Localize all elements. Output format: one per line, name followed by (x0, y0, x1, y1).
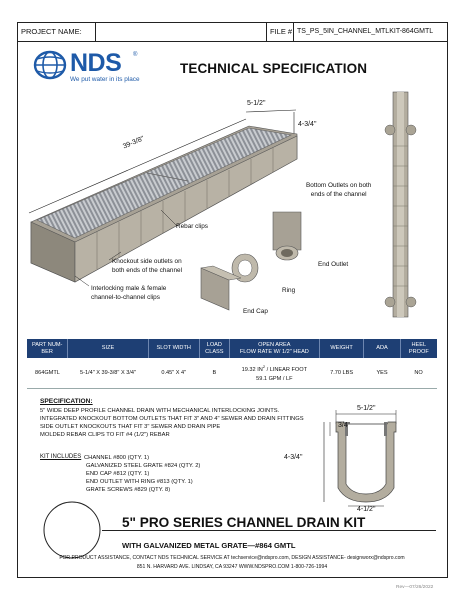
list-item: GALVANIZED STEEL GRATE #824 (QTY. 2) (86, 463, 201, 469)
width-dimension: 5-1/2" (247, 100, 266, 107)
header-open-area: OPEN AREA FLOW RATE W/ 1/2" HEAD (229, 339, 319, 358)
ring-callout: Ring (282, 287, 296, 294)
header-slot-width: SLOT WIDTH (148, 339, 199, 358)
section-height: 4-3/4" (284, 454, 303, 461)
product-circle (42, 500, 102, 560)
channel-drawing (17, 86, 448, 331)
bottom-outlets-callout: Bottom Outlets on both ends of the channel (306, 182, 372, 198)
header-heel-proof: HEEL PROOF (400, 339, 437, 358)
width-dimension-line (246, 110, 296, 112)
cell-heel: NO (400, 358, 437, 389)
channel-top-view (385, 92, 416, 317)
revision-date: Rev—07/26/2022 (396, 585, 434, 590)
cell-slot: 0.45" X 4" (148, 358, 199, 389)
nds-logo (33, 50, 153, 90)
length-dimension: 39-3/8" (122, 135, 146, 151)
cross-section-drawing (300, 400, 440, 518)
header-weight: WEIGHT (319, 339, 364, 358)
title-divider (102, 530, 436, 531)
section-top-width: 5-1/2" (357, 405, 376, 412)
page-title: TECHNICAL SPECIFICATION (180, 61, 368, 76)
height-dimension: 4-3/4" (298, 121, 317, 128)
product-title: 5" PRO SERIES CHANNEL DRAIN KIT (122, 515, 366, 530)
interlock-callout: Interlocking male & female channel-to-channel clips (91, 285, 167, 301)
header-divider (293, 22, 294, 41)
specification-body: 5" WIDE DEEP PROFILE CHANNEL DRAIN WITH MECHANICAL INTERLOCKING JOINTS. INTEGRATED KNOCKOUT BOTTOM OUTLETS THAT FIT 3" AND 4" SEWER AND DRAIN FITTINGS SIDE OUTLET KNOCKOUTS THAT FIT 3" SEWER AND DRAIN PIPE MOLDED REBAR CLIPS TO FIT #4 (1/2") REBAR (40, 408, 304, 438)
cell-load: B (199, 358, 229, 389)
product-subtitle: WITH GALVANIZED METAL GRATE—#864 GMTL (122, 541, 296, 550)
table-row (27, 358, 437, 389)
list-item: CHANNEL #800 (QTY. 1) (84, 455, 150, 461)
footer-contact: FOR PRODUCT ASSISTANCE, CONTACT NDS TECHNICAL SERVICE AT techservice@ndspro.com, DESIGN ASSISTANCE- designworx@ndspro.com (59, 555, 405, 561)
end-outlet-callout: End Outlet (318, 261, 349, 268)
cell-ada: YES (364, 358, 400, 389)
header-load-class: LOAD CLASS (199, 339, 229, 358)
cell-weight: 7.70 LBS (319, 358, 364, 389)
cell-open-area: 19.32 $IN^2$ / LINEAR FOOT 59.1 GPM / LF (229, 358, 319, 389)
rebar-clips-callout: Rebar clips (176, 223, 208, 230)
header-row (17, 22, 448, 42)
header-divider (266, 22, 267, 41)
registered-mark: ® (133, 52, 138, 58)
header-size: SIZE (68, 339, 148, 358)
specification-heading: SPECIFICATION: (40, 398, 93, 405)
kit-list (86, 454, 200, 494)
cell-size: 5-1/4" X 39-3/8" X 3/4" (68, 358, 148, 389)
section-bottom-width: 4-1/2" (357, 506, 376, 513)
knockout-callout: Knockout side outlets on both ends of the channel (112, 258, 182, 274)
kit-heading: KIT INCLUDES (40, 454, 82, 460)
footer-address: 851 N. HARVARD AVE. LINDSAY, CA 93247 WWW.NDSPRO.COM 1-800-726-1994 (136, 564, 328, 570)
globe-icon (33, 50, 69, 80)
file-label: FILE # (270, 27, 293, 36)
brand-tagline: We put water in its place (70, 76, 140, 83)
list-item: END OUTLET WITH RING #813 (QTY. 1) (86, 479, 193, 485)
cell-part: 864GMTL (27, 358, 68, 389)
list-item: GRATE SCREWS #829 (QTY. 8) (86, 487, 171, 493)
file-number: TS_PS_5IN_CHANNEL_MTLKIT-864GMTL (297, 28, 434, 35)
end-outlet-part (273, 212, 301, 260)
header-divider (95, 22, 96, 41)
end-cap-callout: End Cap (243, 308, 268, 315)
header-ada: ADA (364, 339, 400, 358)
list-item: END CAP #812 (QTY. 1) (86, 471, 150, 477)
spec-table-header (27, 339, 437, 358)
header-part-number: PART NUM- BER (27, 339, 68, 358)
brand-wordmark: NDS (70, 49, 122, 77)
section-grate-depth: 3/4" (338, 422, 351, 429)
project-name-label: PROJECT NAME: (21, 27, 82, 36)
spec-table (27, 339, 437, 389)
